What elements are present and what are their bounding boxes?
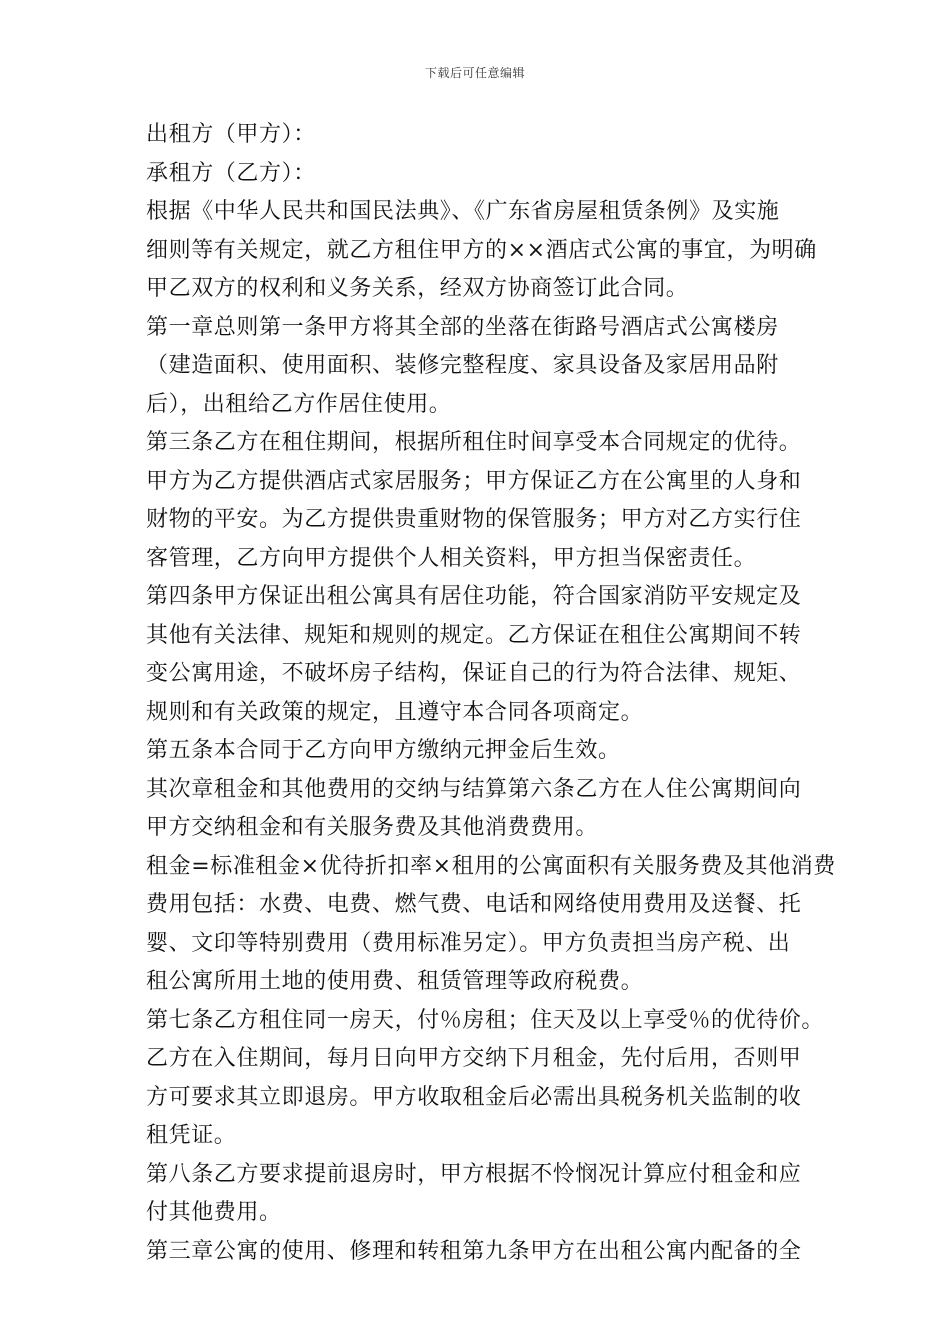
text-line: 租金=标准租金×优待折扣率×租用的公寓面积有关服务费及其他消费 [146,853,836,879]
text-line: 其次章租金和其他费用的交纳与结算第六条乙方在人住公寓期间向 [146,776,802,802]
header-note: 下载后可任意编辑 [424,66,525,80]
text-line: 细则等有关规定，就乙方租住甲方的××酒店式公寓的事宜，为明确 [146,237,817,263]
text-line: 方可要求其立即退房。甲方收取租金后必需出具税务机关监制的收 [146,1084,802,1110]
text-line: 承租方（乙方）： [146,160,316,186]
text-line: 第七条乙方租住同一房天，付％房租；住天及以上享受％的优待价。 [146,1007,825,1033]
text-line: 变公寓用途，不破坏房子结构，保证自己的行为符合法律、规矩、 [146,661,802,686]
text-line: 第四条甲方保证出租公寓具有居住功能，符合国家消防平安规定及 [146,584,802,609]
text-line: 甲方为乙方提供酒店式家居服务；甲方保证乙方在公寓里的人身和 [146,468,802,494]
text-line: 根据《中华人民共和国民法典》、《广东省房屋租赁条例》及实施 [146,199,780,224]
text-line: 第八条乙方要求提前退房时，甲方根据不怜悯况计算应付租金和应 [146,1161,802,1187]
text-line: 规则和有关政策的规定，且遵守本合同各项商定。 [146,699,644,725]
text-line: 财物的平安。为乙方提供贵重财物的保管服务；甲方对乙方实行住 [146,507,802,532]
text-line: 婴、文印等特别费用（费用标准另定）。甲方负责担当房产税、出 [146,930,791,956]
text-line: 其他有关法律、规矩和规则的规定。乙方保证在租住公寓期间不转 [146,622,802,648]
text-line: 客管理，乙方向甲方提供个人相关资料，甲方担当保密责任。 [146,545,757,571]
text-line: 第三条乙方在租住期间，根据所租住时间享受本合同规定的优待。 [146,430,802,455]
text-line: 租凭证。 [146,1123,237,1148]
text-line: 甲乙双方的权利和义务关系，经双方协商签订此合同。 [146,276,689,301]
text-line: 乙方在入住期间，每月日向甲方交纳下月租金，先付后用，否则甲 [146,1046,802,1071]
text-line: 后），出租给乙方作居住使用。 [146,391,452,417]
contract-body [146,116,836,1271]
text-line: （建造面积、使用面积、装修完整程度、家具设备及家居用品附 [146,353,779,378]
text-line: 甲方交纳租金和有关服务费及其他消费费用。 [146,815,599,840]
text-line: 第一章总则第一条甲方将其全部的坐落在街路号酒店式公寓楼房 [146,314,779,340]
text-line: 租公寓所用土地的使用费、租赁管理等政府税费。 [146,969,644,994]
text-line: 第三章公寓的使用、修理和转租第九条甲方在出租公寓内配备的全 [146,1238,802,1264]
text-line: 费用包括：水费、电费、燃气费、电话和网络使用费用及送餐、托 [146,892,802,917]
text-line: 出租方（甲方）： [146,122,316,147]
text-line: 第五条本合同于乙方向甲方缴纳元押金后生效。 [146,738,621,763]
text-line: 付其他费用。 [146,1200,282,1225]
